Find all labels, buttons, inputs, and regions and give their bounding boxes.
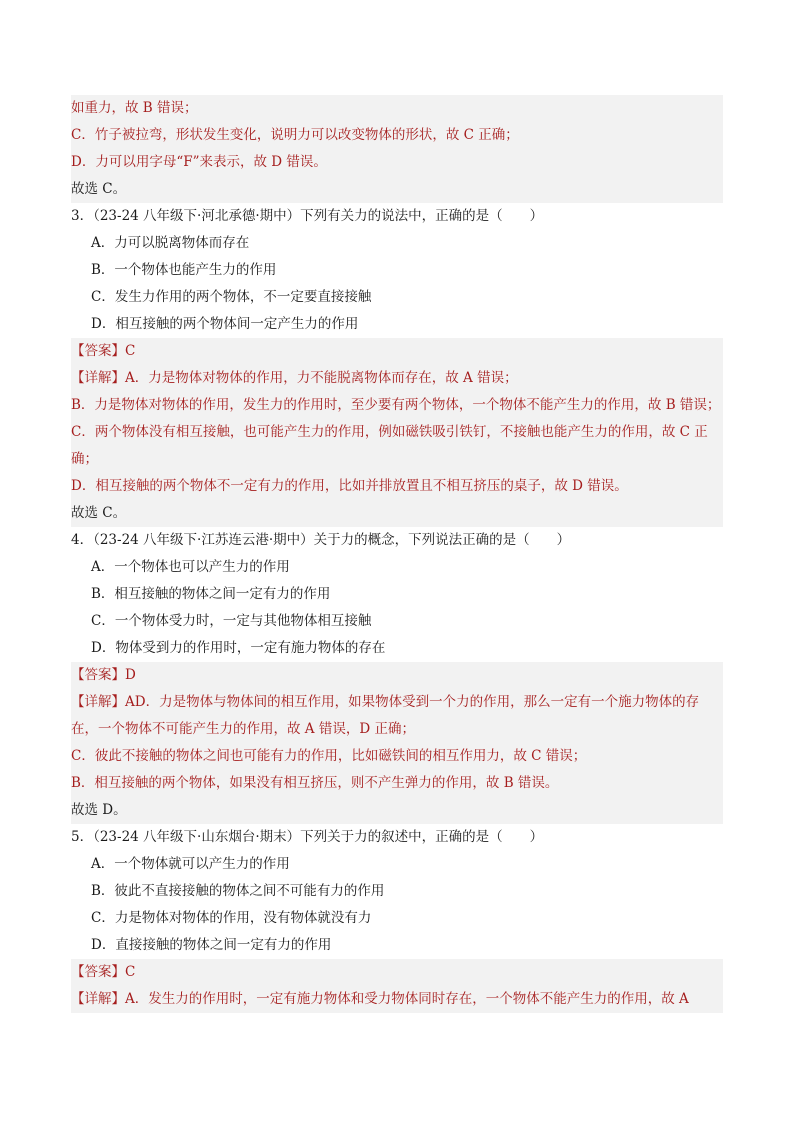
question-option [71,230,723,257]
answer-line [71,959,723,986]
line-text: D．物体受到力的作用时，一定有施力物体的存在 [91,640,386,656]
line-text: 故选 C。 [71,181,127,197]
question-option [71,608,723,635]
line-text: C．彼此不接触的物体之间也可能有力的作用，比如磁铁间的相互作用力，故 C 错误； [71,748,587,764]
line-text: C．两个物体没有相互接触，也可能产生力的作用，例如磁铁吸引铁钉，不接触也能产生力的作用，故 C 正 [71,424,708,440]
line-text: C．一个物体受力时，一定与其他物体相互接触 [91,613,372,629]
explanation-line [71,716,723,743]
line-text: 确； [71,451,98,467]
document-page [71,95,723,1013]
line-text: D．力可以用字母“F”来表示，故 D 错误。 [71,154,327,170]
question-option [71,257,723,284]
explanation-line [71,149,723,176]
answer-tag: 【答案】 [71,343,125,359]
explanation-line [71,743,723,770]
answer-line [71,338,723,365]
line-text: B．相互接触的两个物体，如果没有相互挤压，则不产生弹力的作用，故 B 错误。 [71,775,559,791]
explanation-line [71,122,723,149]
line-text: C [125,964,136,980]
explanation-line [71,446,723,473]
conclusion-line [71,500,723,527]
line-text: A．力是物体对物体的作用，力不能脱离物体而存在，故 A 错误； [125,370,518,386]
line-text: C．竹子被拉弯，形状发生变化，说明力可以改变物体的形状，故 C 正确； [71,127,519,143]
line-text: A．一个物体也可以产生力的作用 [91,559,290,575]
answer-tag: 【详解】 [71,694,125,710]
line-text: 在，一个物体不可能产生力的作用，故 A 错误，D 正确； [71,721,415,737]
question-stem [71,203,723,230]
line-text: A．一个物体就可以产生力的作用 [91,856,290,872]
line-text: A．力可以脱离物体而存在 [91,235,250,251]
line-text: AD．力是物体与物体间的相互作用，如果物体受到一个力的作用，那么一定有一个施力物体的存 [125,694,700,710]
question-option [71,581,723,608]
question-stem [71,824,723,851]
line-text: A．发生力的作用时，一定有施力物体和受力物体同时存在，一个物体不能产生力的作用，故 A [125,991,689,1007]
line-text: C．发生力作用的两个物体，不一定要直接接触 [91,289,372,305]
line-text: 5．（23-24 八年级下·山东烟台·期末）下列关于力的叙述中，正确的是（ ） [71,829,544,845]
line-text: B．彼此不直接接触的物体之间不可能有力的作用 [91,883,385,899]
question-stem [71,527,723,554]
question-option [71,905,723,932]
answer-tag: 【答案】 [71,964,125,980]
line-text: D．相互接触的两个物体间一定产生力的作用 [91,316,359,332]
question-option [71,932,723,959]
question-option [71,554,723,581]
explanation-line [71,473,723,500]
answer-tag: 【答案】 [71,667,125,683]
answer-tag: 【详解】 [71,370,125,386]
conclusion-line [71,176,723,203]
line-text: D．直接接触的物体之间一定有力的作用 [91,937,332,953]
explanation-line [71,95,723,122]
line-text: 故选 C。 [71,505,127,521]
line-text: B．相互接触的物体之间一定有力的作用 [91,586,331,602]
explanation-line [71,392,723,419]
answer-tag: 【详解】 [71,991,125,1007]
question-option [71,878,723,905]
question-option [71,284,723,311]
line-text: C．力是物体对物体的作用，没有物体就没有力 [91,910,372,926]
answer-line [71,365,723,392]
question-option [71,635,723,662]
question-option [71,851,723,878]
line-text: 故选 D。 [71,802,127,818]
answer-line [71,689,723,716]
line-text: C [125,343,136,359]
line-text: 3．（23-24 八年级下·河北承德·期中）下列有关力的说法中，正确的是（ ） [71,208,544,224]
explanation-line [71,770,723,797]
line-text: D [125,667,136,683]
answer-line [71,986,723,1013]
question-option [71,311,723,338]
line-text: D．相互接触的两个物体不一定有力的作用，比如并排放置且不相互挤压的桌子，故 D 错误。 [71,478,628,494]
line-text: B．一个物体也能产生力的作用 [91,262,277,278]
line-text: 4．（23-24 八年级下·江苏连云港·期中）关于力的概念，下列说法正确的是（ ） [71,532,571,548]
explanation-line [71,419,723,446]
line-text: 如重力，故 B 错误； [71,100,198,116]
line-text: B．力是物体对物体的作用，发生力的作用时，至少要有两个物体，一个物体不能产生力的作用，故 B 错误； [71,397,721,413]
answer-line [71,662,723,689]
conclusion-line [71,797,723,824]
